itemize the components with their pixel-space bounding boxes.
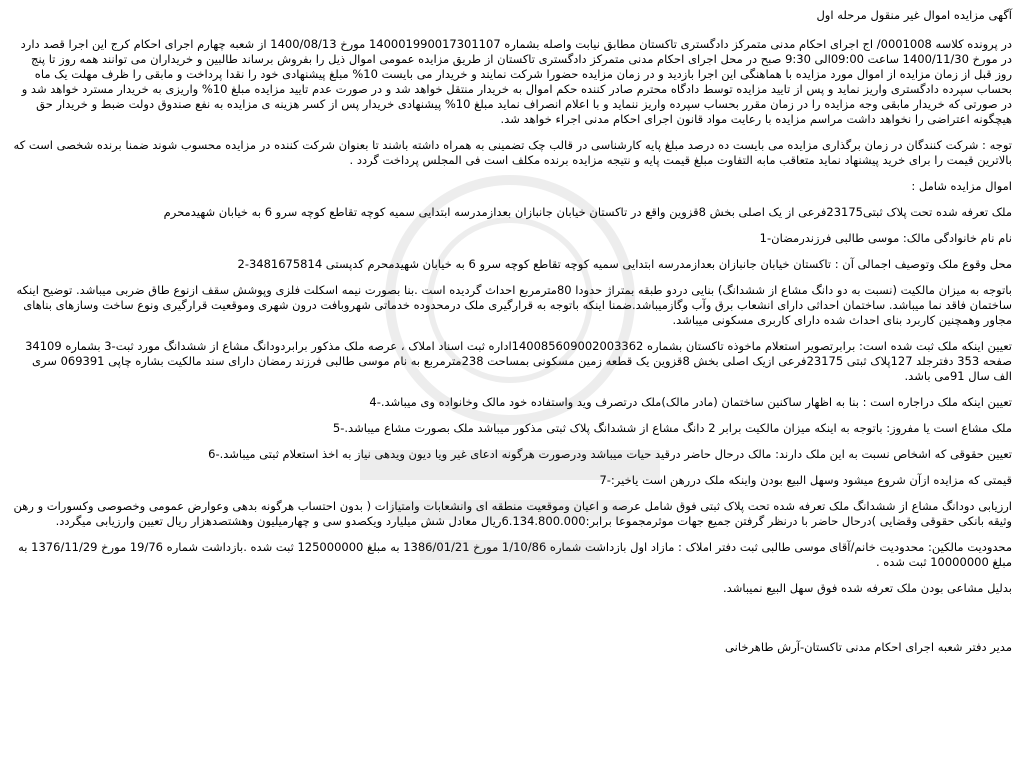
third-party-rights: تعیین حقوقی که اشخاص نسبت به این ملک دارند: مالک درحال حاضر درقید حیات میباشد ودرصورت هرگونه ادعای غیر ویا دیون ویدهی نیاز به اخذ استعلام ثبتی میباشد.-6 — [208, 447, 1012, 461]
notice-title: آگهی مزایده اموال غیر منقول مرحله اول — [816, 8, 1012, 22]
owner-restrictions: محدودیت مالکین: محدودیت خانم/آقای موسی طالبی ثبت دفتر املاک : مازاد اول بازداشت شماره 1/10/86 مورخ 1386/01/21 به مبلغ 125000000 ثبت شده .بازداشت شماره 19/76 مورخ 1376/11/29 به مبلغ 10000000 ثبت شده . — [18, 540, 1012, 569]
registration-status: تعیین اینکه ملک ثبت شده است: برابرتصویر استعلام ماخوذه تاکستان بشماره 140085609002003362اداره ثبت اسناد املاک ، عرصه ملک مذکور برابردودانگ مشاع از ششدانگ مورد ثبت-3 بشماره 34109 صفحه 353 دفترجلد 127پلاک ثبتی 23175فرعی ازیک اصلی بخش 8قزوین یک قطعه زمین مسکونی بمساحت 238مترمربع به نام موسی طالبی فرزند رمضان دارای سند مالکیت بشاره چاپی 069391 سری الف سال 91می باشد. — [25, 339, 1012, 383]
sale-note: بدلیل مشاعی بودن ملک تعرفه شده فوق سهل البیع نمیباشد. — [723, 581, 1012, 595]
intro-paragraph: در پرونده کلاسه 0001008/ اج اجرای احکام مدنی متمرکز دادگستری تاکستان مطابق نیابت واصله بشماره 140001990017301107 مورخ 1400/08/13 از شعبه چهارم اجرای احکام کرج این اجرا قصد دارد در مورخ 1400/11/30 ساعت 09:00الی 9:30 صبح در محل اجرای احکام مدنی متمرکز دادگستری تاکستان از طریق مزایده عمومی اموال ذیل را بفروش برساند طالبین و خریداران می توانند همه روز تا پنج روز قبل از زمان مزایده از اموال مورد مزایده با هماهنگی این اجرا بازدید و در زمان مزایده حضورا شرکت نمایند و خریدار می بایست 10% مبلغ پیشنهادی خود را نقدا پرداخت و مابقی را ظرف مهلت یک ماه بحساب سپرده دادگستری واریز نماید و پس از تایید مزایده توسط دادگاه محترم صادر کننده حکم اموال به خریدار منتقل خواهد شد و در صورت عدم تایید مزایده مبلغ 10% واریزی به خریدار مسترد خواهد شد و در صورتی که خریدار مابقی وجه مزایده را در زمان مقرر بحساب سپرده واریز ننماید و با اعلام انصراف نماید مبلغ 10% پیشنهادی خریدار پس از کسر هزینه ی مزایده به نفع صندوق دولت ضبط و خریدار حق هیچگونه اعتراضی را نخواهد داشت مراسم مزایده با رعایت مواد قانون اجرای احکام مدنی اجراء خواهد شد. — [20, 37, 1012, 126]
starting-price-heading: قیمتی که مزایده ازآن شروع میشود وسهل البیع بودن واینکه ملک دررهن است یاخیر:-7 — [599, 473, 1012, 487]
attention-paragraph: توجه : شرکت کنندگان در زمان برگذاری مزایده می بایست ده درصد مبلغ پایه کارشناسی در قالب چک تضمینی به همراه داشته باشند تا بعنوان شرکت کننده در مزایده محسوب شوند ضمنا برنده شخصی است که بالاترین قیمت را برای خرید پیشنهاد نماید متعاقب مابه التفاوت مبلغ قیمت پایه و نتیجه مزایده برنده مکلف است فی المجلس پرداخت گردد . — [13, 138, 1012, 167]
property-description: ملک تعرفه شده تحت پلاک ثبتی23175فرعی از یک اصلی بخش 8قزوین واقع در تاکستان خیابان جانبازان بعدازمدرسه ابتدایی سمیه کوچه تقاطع کوچه سرو 6 به خیابان شهیدمحرم — [163, 205, 1012, 219]
property-location: محل وقوع ملک وتوصیف اجمالی آن : تاکستان خیابان جانبازان بعدازمدرسه ابتدایی سمیه کوچه تقاطع کوچه سرو 6 به خیابان شهیدمحرم کدپستی 3481675814-2 — [237, 257, 1012, 271]
building-description: باتوجه به میزان مالکیت (نسبت به دو دانگ مشاع از ششدانگ) بنایی دردو طبقه بمتراژ حدودا 80مترمربع احداث گردیده است .بنا بصورت نیمه اسکلت فلزی وپوشش سقف ازنوع طاق ضربی میباشد. توضیح اینکه ساختمان فاقد نما میباشد. ساختمان احداثی دارای انشعاب برق وآب وگازمیباشد.ضمنا اینکه باتوجه به قرارگیری ملک درمحدوده خدماتی شهروبافت درون شهری وموقعیت قرارگیری ونوع ساخت وسازهای بناهای مجاور وهمچنین کاربرد بنای احداث شده دارای کاربری مسکونی میباشد. — [16, 283, 1012, 327]
shared-ownership-status: ملک مشاع است یا مفروز: باتوجه به اینکه میزان مالکیت برابر 2 دانگ مشاع از ششدانگ پلاک ثبتی مذکور میباشد ملک بصورت مشاع میباشد.-5 — [332, 421, 1012, 435]
lease-status: تعیین اینکه ملک دراجاره است : بنا به اظهار ساکنین ساختمان (مادر مالک)ملک درتصرف وید واستفاده خود مالک وخانواده وی میباشد.-4 — [369, 395, 1012, 409]
signature-line: مدیر دفتر شعبه اجرای احکام مدنی تاکستان-آرش طاهرخانی — [725, 640, 1012, 654]
assets-heading: اموال مزایده شامل : — [911, 179, 1012, 193]
valuation-paragraph: ارزیابی دودانگ مشاع از ششدانگ ملک تعرفه شده تحت پلاک ثبتی فوق شامل عرصه و اعیان وموقعیت منطقه ای وانشعابات وامتیازات ( بدون احتساب هرگونه بدهی وعوارض عمومی وخصوصی وکسورات و رهن وثیقه بانکی حقوقی وقضایی )درحال حاضر با درنظر گرفتن جمیع جهات موثرمجموعا برابر:6.134.800.000ریال معادل شش میلیارد ویکصدو سی و چهارمیلیون وهشتصدهزار ریال تعیین وارزیابی میگردد. — [13, 499, 1012, 528]
owner-name: نام نام خانوادگی مالک: موسی طالبی فرزندرمضان-1 — [759, 231, 1012, 245]
